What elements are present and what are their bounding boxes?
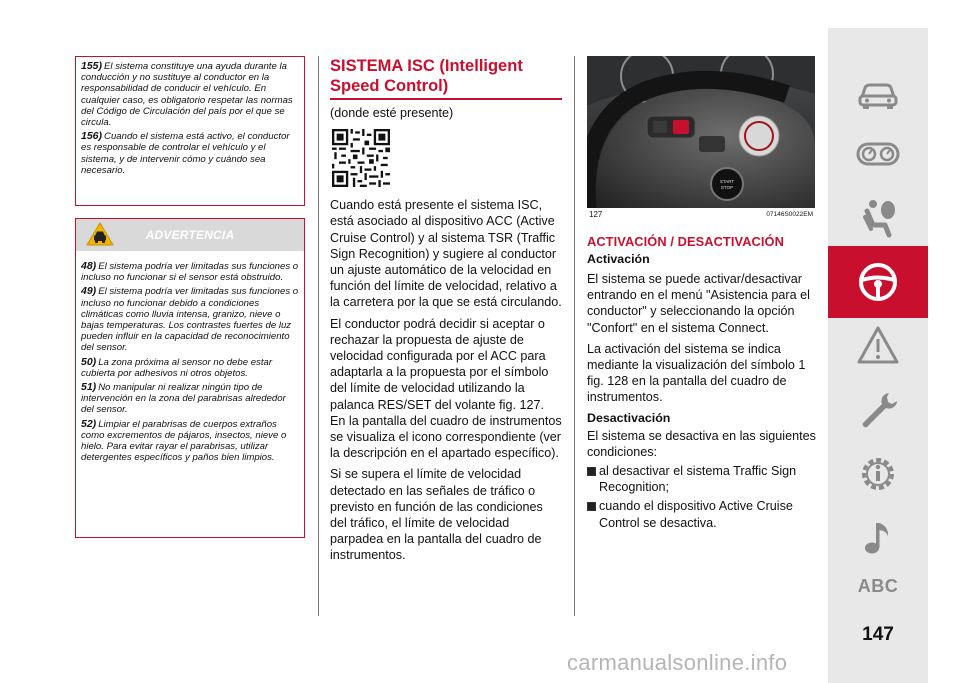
gear-info-icon — [855, 451, 901, 497]
warning-body — [76, 251, 304, 463]
figure-127-photo — [587, 56, 815, 208]
page-number: 147 — [862, 624, 894, 645]
warning-triangle-icon — [855, 323, 901, 369]
activation-paragraph: La activación del sistema se indica mediante la visualización del símbolo 1 fig. 128 en la pantalla del cuadro de instrumentos. — [587, 341, 806, 405]
activation-heading: Activación — [587, 252, 650, 266]
section-title: SISTEMA ISC (Intelligent Speed Control) — [330, 56, 562, 100]
deactivation-bullet: al desactivar el sistema Traffic Sign Recognition; — [587, 463, 817, 495]
deactivation-bullet: cuando el dispositivo Active Cruise Control se desactiva. — [587, 498, 817, 530]
note-156: 156) Cuando el sistema está activo, el conductor es responsable de controlar el vehículo y el sistema, y de intervenir cómo y cuándo sea necesario. — [81, 130, 290, 176]
steering-wheel-icon — [855, 259, 901, 305]
column-divider-1 — [318, 56, 319, 616]
deactivation-heading: Desactivación — [587, 410, 671, 425]
chapter-sidebar — [828, 28, 928, 683]
qr-code[interactable] — [332, 129, 390, 187]
section-paragraph: Cuando está presente el sistema ISC, está asociado al dispositivo ACC (Active Cruise Control) y al sistema TSR (Traffic Sign Recognition) y sugiere al conductor un ajuste automático de la velocidad en función del límite de velocidad, relativo a la carretera por la que se está circulando. — [330, 198, 562, 310]
watermark: carmanualsonline.info — [567, 650, 788, 675]
chapter-driving[interactable] — [828, 246, 928, 318]
warning-item-48: 48) El sistema podría ver limitadas sus funciones o incluso no funcionar si el sensor está obstruido. — [81, 260, 299, 284]
deactivation-intro: El sistema se desactiva en las siguientes condiciones: — [587, 428, 816, 459]
warning-title: ADVERTENCIA — [145, 228, 235, 242]
warning-item-49: 49) El sistema podría ver limitadas sus funciones o incluso no funcionar debido a condiciones climáticas como lluvia intensa, granizo, nieve o bajas temperaturas. Los contrastes fuertes de luz pueden influir en la capacidad de reconocimiento del sensor. — [81, 285, 299, 354]
wrench-icon — [855, 387, 901, 433]
notes-box — [75, 56, 305, 206]
airbag-icon — [855, 195, 901, 241]
chapter-gauges[interactable] — [828, 118, 928, 190]
isc-section — [330, 56, 562, 564]
gauges-icon — [855, 131, 901, 177]
chapter-index[interactable] — [828, 550, 928, 622]
warning-item-50: 50) La zona próxima al sensor no debe estar cubierta por adhesivos ni otros objetos. — [81, 355, 273, 379]
start-button-label: START — [719, 179, 735, 184]
section-paragraph: Si se supera el límite de velocidad detectado en las señales de tráfico o previsto en función de las condiciones del tráfico, el límite de velocidad parpadea en la pantalla del cuadro de instrumentos. — [330, 467, 543, 563]
figure-caption — [587, 210, 817, 224]
note-155: 155) El sistema constituye una ayuda durante la conducción y no sustituye al conductor en la responsabilidad de conducir el vehículo. En cualquier caso, es obligatorio respetar las normas del Código de Circulación del país por el que se circula. — [81, 60, 293, 129]
section-subtitle: (donde esté presente) — [330, 106, 454, 120]
stop-button-label: STOP — [720, 185, 734, 190]
steering-wheel-photo — [587, 56, 815, 208]
chapter-technical-data[interactable] — [828, 438, 928, 510]
chapter-safety[interactable] — [828, 182, 928, 254]
section-paragraph: El conductor podrá decidir si aceptar o rechazar la propuesta de ajuste de velocidad configurada por el ACC para adaptarla a la propuesta por el símbolo del límite de velocidad utilizando la palanca RES/SET del volante fig. 127. En la pantalla del cuadro de instrumentos se visualiza el icono correspondiente (ver la descripción en el apartado específico). — [330, 316, 562, 461]
warning-item-52: 52) Limpiar el parabrisas de cuerpos extraños como excrementos de pájaros, insectos, nieve o hielo. Para evitar rayar el parabrisas, utilizar detergentes específicos y paños bien limpios. — [81, 417, 287, 464]
column-divider-2 — [574, 56, 575, 616]
warning-item-51: 51) No manipular ni realizar ningún tipo de intervención en la zona del parabrisas alrededor del sensor. — [81, 381, 286, 416]
car-icon — [855, 69, 901, 115]
warning-box — [75, 218, 305, 538]
activation-paragraph: El sistema se puede activar/desactivar entrando en el menú "Asistencia para el conductor" y seleccionando la opción "Confort" en el sistema Connect. — [587, 272, 810, 335]
figure-code: 07146S0022EM — [766, 211, 813, 218]
chapter-maintenance[interactable] — [828, 374, 928, 446]
figure-number: 127 — [589, 210, 603, 219]
chapter-emergency[interactable] — [828, 310, 928, 382]
abc-index-label: ABC — [857, 575, 899, 596]
warning-header — [76, 219, 304, 251]
right-column — [587, 56, 817, 531]
activation-title: ACTIVACIÓN / DESACTIVACIÓN — [587, 234, 784, 249]
